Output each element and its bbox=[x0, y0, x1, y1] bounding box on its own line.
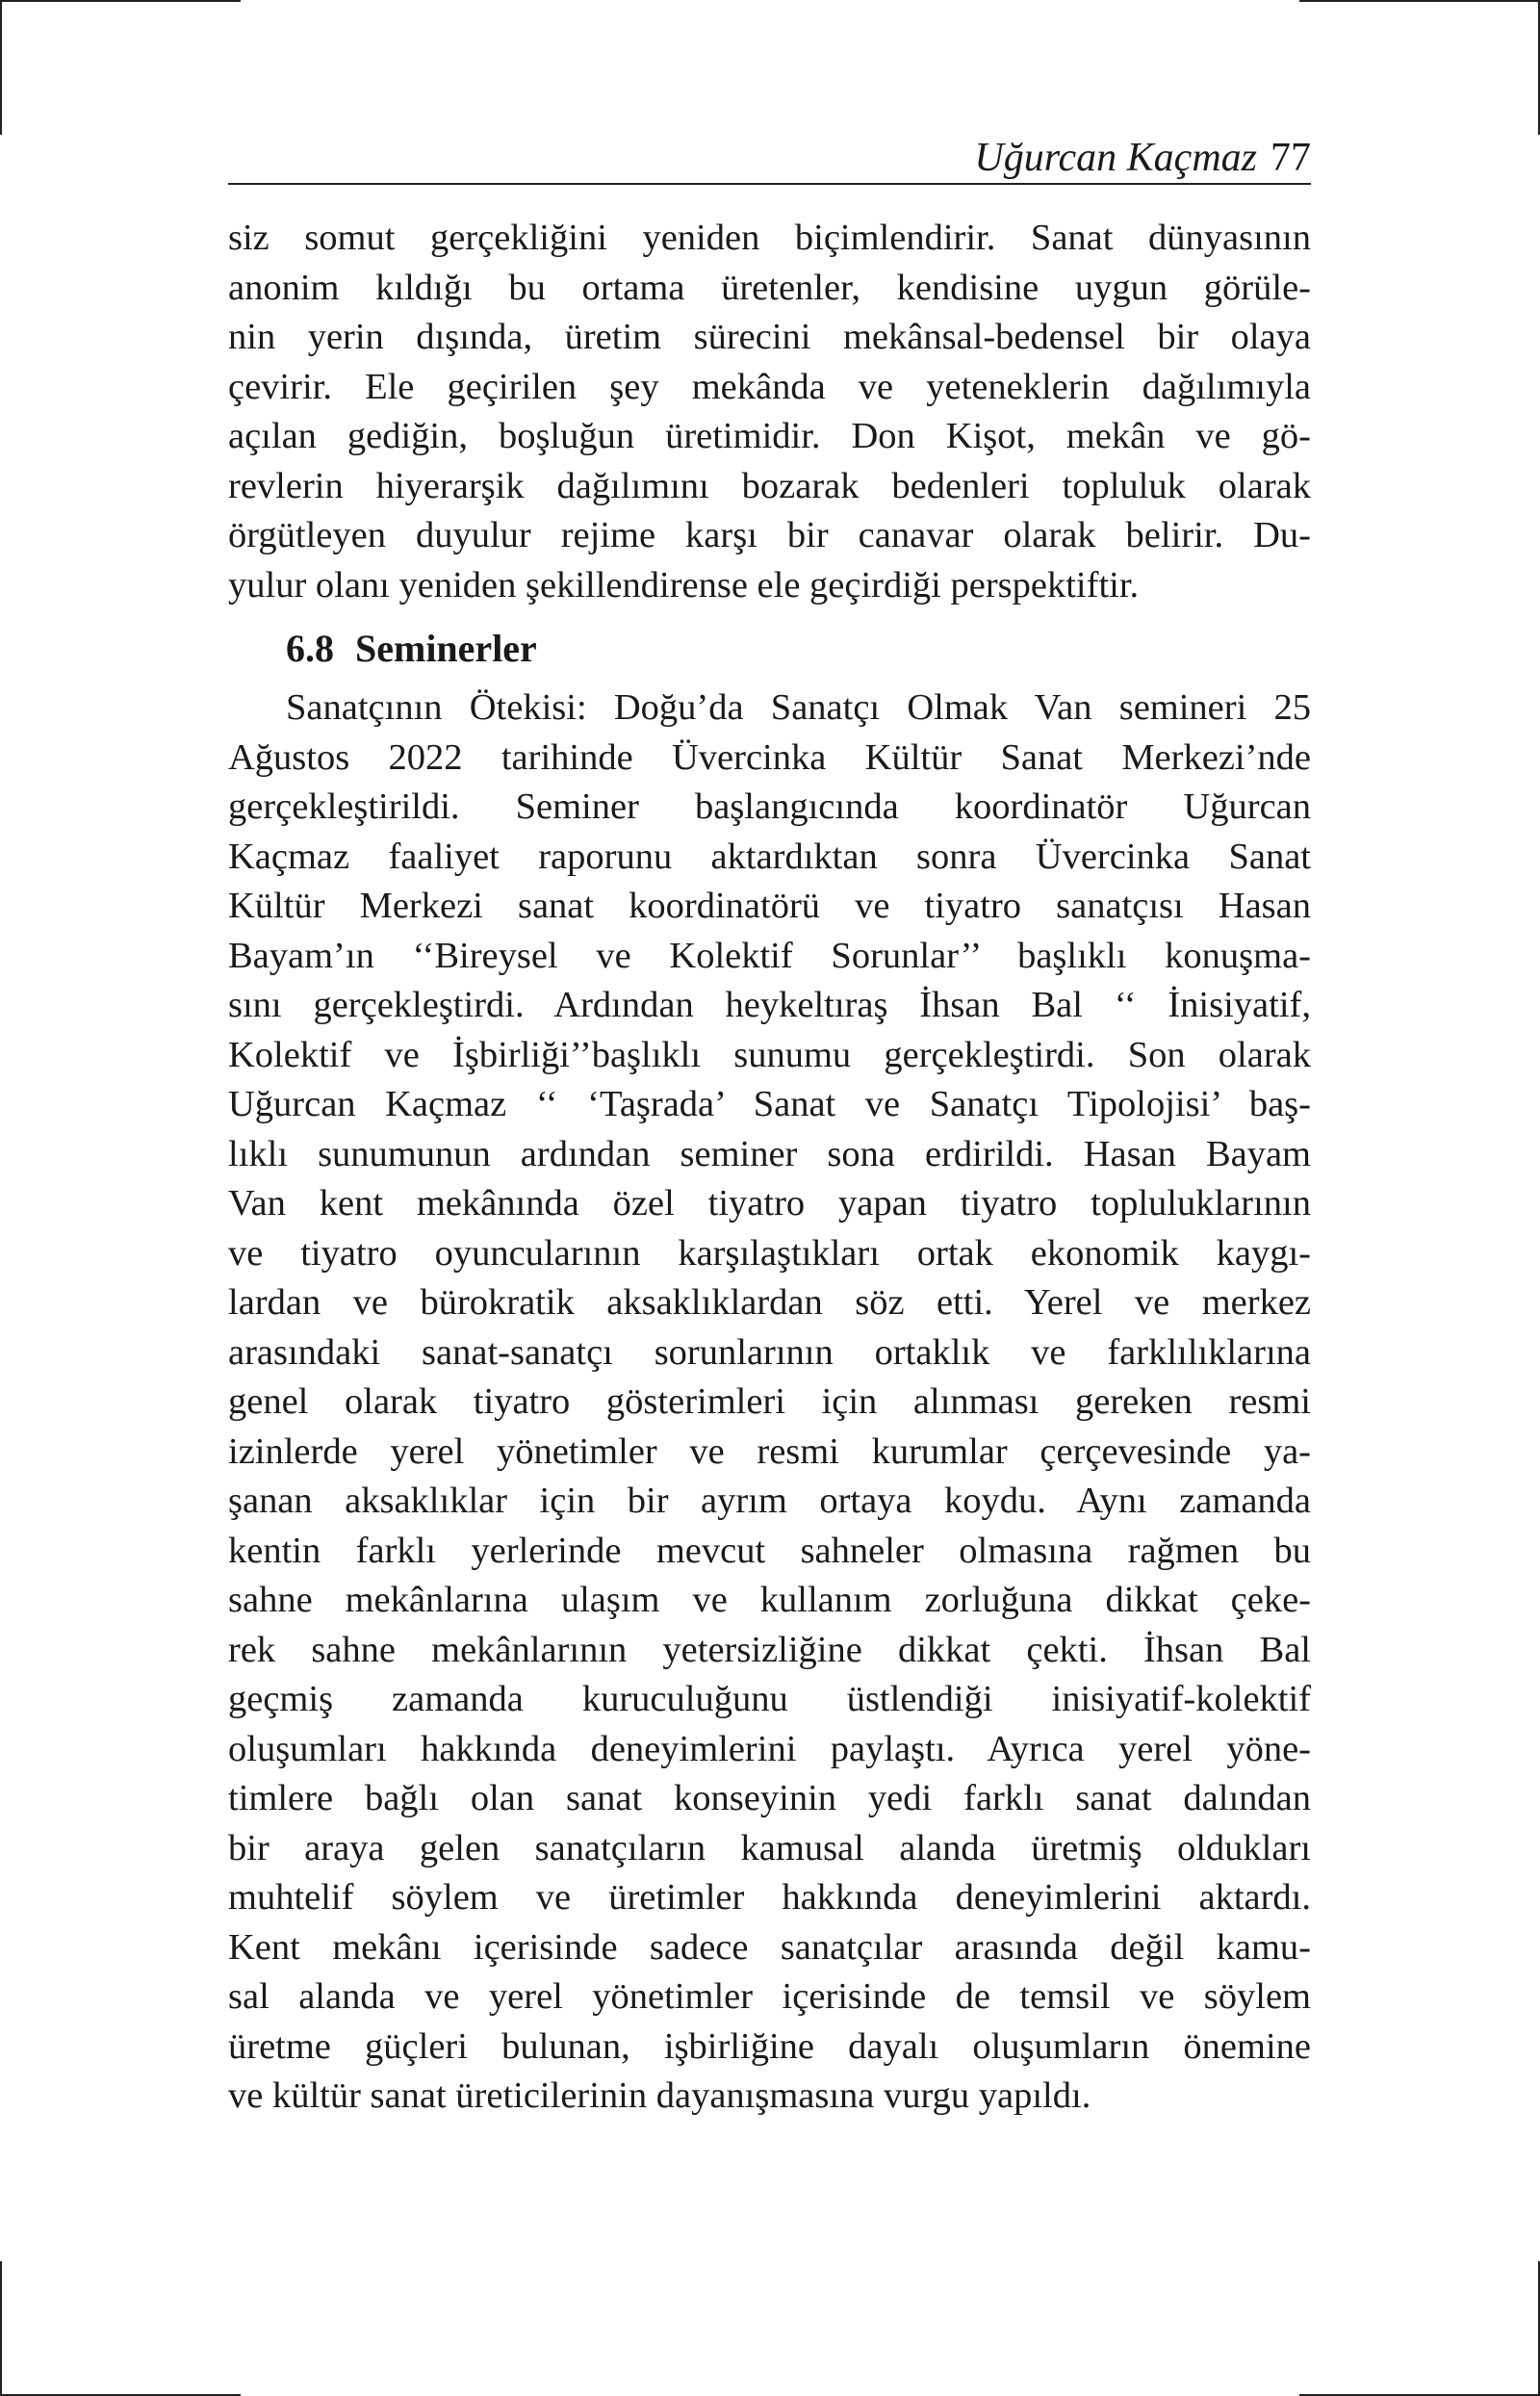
text-line: lıklı sunumunun ardından seminer sona erdirildi. Hasan Bayam bbox=[228, 1133, 1311, 1174]
header-author: Uğurcan Kaçmaz bbox=[974, 136, 1257, 180]
text-line: bir araya gelen sanatçıların kamusal alanda üretmiş oldukları bbox=[228, 1827, 1311, 1868]
text-line: Kültür Merkezi sanat koordinatörü ve tiyatro sanatçısı Hasan bbox=[228, 886, 1311, 926]
text-line: Uğurcan Kaçmaz ‘‘ ‘Taşrada’ Sanat ve Sanatçı Tipolojisi’ baş- bbox=[228, 1084, 1311, 1124]
text-line: yulur olanı yeniden şekillendirense ele geçirdiği perspektiftir. bbox=[228, 564, 1140, 605]
text-line: gerçekleştirildi. Seminer başlangıcında koordinatör Uğurcan bbox=[228, 786, 1311, 827]
text-line: genel olarak tiyatro gösterimleri için alınması gereken resmi bbox=[228, 1381, 1311, 1422]
text-line: geçmiş zamanda kuruculuğunu üstlendiği inisiyatif-kolektif bbox=[228, 1679, 1311, 1719]
paragraph-1 bbox=[228, 214, 1311, 610]
text-line: arasındaki sanat-sanatçı sorunlarının ortaklık ve farklılıklarına bbox=[228, 1331, 1311, 1373]
text-line: Van kent mekânında özel tiyatro yapan tiyatro topluluklarının bbox=[228, 1183, 1311, 1224]
text-line: muhtelif söylem ve üretimler hakkında deneyimlerini aktardı. bbox=[228, 1877, 1311, 1918]
text-line: sahne mekânlarına ulaşım ve kullanım zorluğuna dikkat çeke- bbox=[228, 1580, 1311, 1620]
text-line: üretme güçleri bulunan, işbirliğine dayalı oluşumların önemine bbox=[228, 2025, 1311, 2067]
text-line: örgütleyen duyulur rejime karşı bir canavar olarak belirir. Du- bbox=[228, 515, 1311, 555]
text-line: ve kültür sanat üreticilerinin dayanışmasına vurgu yapıldı. bbox=[228, 2075, 1091, 2116]
crop-mark bbox=[1299, 0, 1540, 2]
text-line: siz somut gerçekliğini yeniden biçimlendirir. Sanat dünyasının bbox=[228, 218, 1311, 258]
text-line: Kaçmaz faaliyet raporunu aktardıktan sonra Üvercinka Sanat bbox=[228, 836, 1311, 877]
text-line: Bayam’ın ‘‘Bireysel ve Kolektif Sorunlar’’ başlıklı konuşma- bbox=[228, 935, 1311, 976]
text-line: Kent mekânı içerisinde sadece sanatçılar arasında değil kamu- bbox=[228, 1926, 1311, 1968]
text-line: rek sahne mekânlarının yetersizliğine dikkat çekti. İhsan Bal bbox=[228, 1629, 1311, 1670]
section-heading bbox=[286, 620, 1311, 678]
page-body bbox=[228, 214, 1311, 2122]
text-line: Sanatçının Ötekisi: Doğu’da Sanatçı Olmak Van semineri 25 bbox=[286, 687, 1311, 728]
text-line: oluşumları hakkında deneyimlerini paylaştı. Ayrıca yerel yöne- bbox=[228, 1728, 1311, 1769]
text-line: açılan gediğin, boşluğun üretimidir. Don Kişot, mekân ve gö- bbox=[228, 416, 1311, 456]
page-number: 77 bbox=[1270, 136, 1311, 180]
text-line: lardan ve bürokratik aksaklıklardan söz etti. Yerel ve merkez bbox=[228, 1282, 1311, 1323]
running-header bbox=[228, 133, 1311, 185]
text-line: sal alanda ve yerel yönetimler içerisinde de temsil ve söylem bbox=[228, 1976, 1311, 2017]
text-line: sını gerçekleştirdi. Ardından heykeltıraş İhsan Bal ‘‘ İnisiyatif, bbox=[228, 985, 1311, 1025]
text-line: revlerin hiyerarşik dağılımını bozarak bedenleri topluluk olarak bbox=[228, 465, 1311, 506]
text-line: anonim kıldığı bu ortama üretenler, kendisine uygun görüle- bbox=[228, 267, 1311, 308]
text-line: çevirir. Ele geçirilen şey mekânda ve yeteneklerin dağılımıyla bbox=[228, 366, 1311, 407]
paragraph-2 bbox=[228, 683, 1311, 2122]
text-line: kentin farklı yerlerinde mevcut sahneler olmasına rağmen bu bbox=[228, 1530, 1311, 1571]
text-line: Ağustos 2022 tarihinde Üvercinka Kültür Sanat Merkezi’nde bbox=[228, 736, 1311, 778]
text-line: ve tiyatro oyuncularının karşılaştıkları ortak ekonomik kaygı- bbox=[228, 1232, 1311, 1274]
section-title: Seminerler bbox=[355, 627, 537, 670]
text-line: şanan aksaklıklar için bir ayrım ortaya koydu. Aynı zamanda bbox=[228, 1481, 1311, 1521]
crop-mark bbox=[0, 0, 2, 135]
crop-mark bbox=[0, 2261, 2, 2396]
text-line: timlere bağlı olan sanat konseyinin yedi farklı sanat dalından bbox=[228, 1778, 1311, 1818]
text-line: izinlerde yerel yönetimler ve resmi kurumlar çerçevesinde ya- bbox=[228, 1430, 1311, 1472]
crop-mark bbox=[0, 0, 241, 2]
text-line: nin yerin dışında, üretim sürecini mekânsal-bedensel bir olaya bbox=[228, 317, 1311, 357]
section-number: 6.8 bbox=[286, 627, 334, 670]
text-line: Kolektif ve İşbirliği’’başlıklı sunumu gerçekleştirdi. Son olarak bbox=[228, 1034, 1311, 1075]
